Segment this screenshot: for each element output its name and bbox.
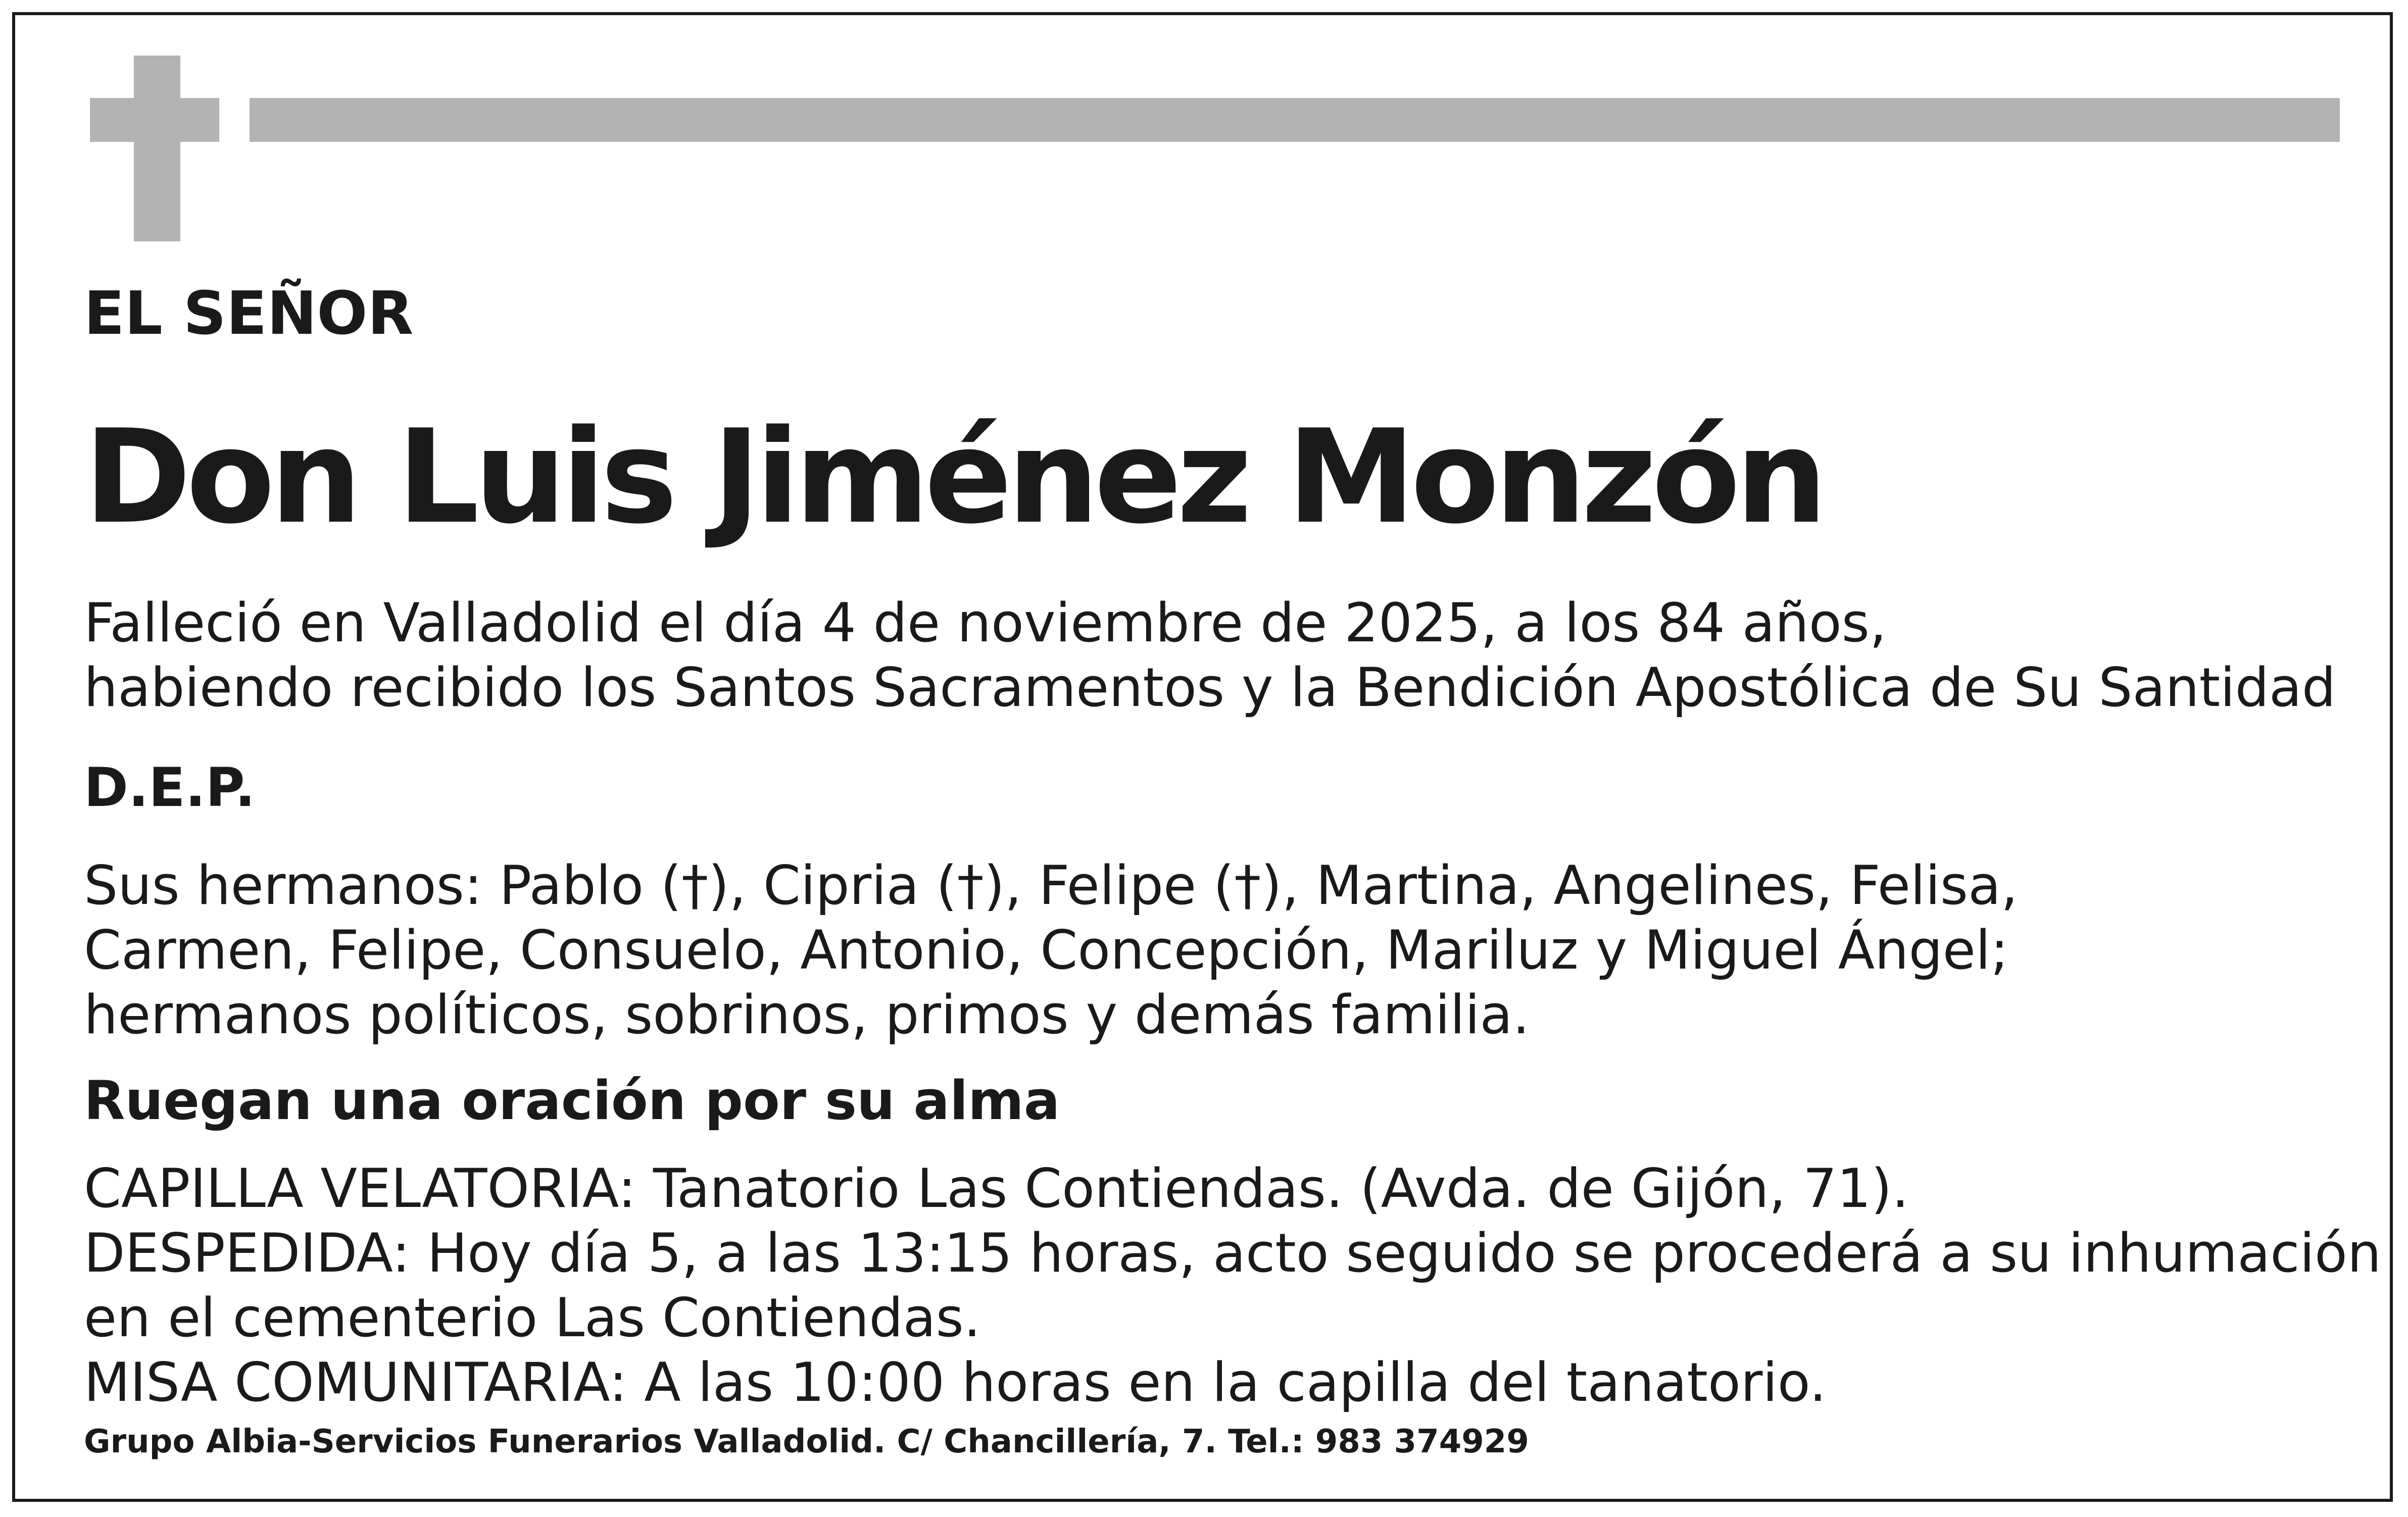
- prayer-request: Ruegan una oración por su alma: [84, 1070, 1060, 1132]
- dep-heading: D.E.P.: [84, 756, 256, 819]
- service-details: [84, 1156, 2381, 1415]
- honorific: EL SEÑOR: [84, 278, 414, 348]
- death-line: Falleció en Valladolid el día 4 de noviembre de 2025, a los 84 años,: [84, 592, 1887, 654]
- service-line: en el cementerio Las Contiendas.: [84, 1287, 981, 1349]
- service-line: DESPEDIDA: Hoy día 5, a las 13:15 horas, acto seguido se procederá a su inhumación: [84, 1222, 2382, 1284]
- funeral-home-footer: Grupo Albia-Servicios Funerarios Valladolid. C/ Chancillería, 7. Tel.: 983 374929: [84, 1423, 1529, 1460]
- cross-vertical-beam: [134, 56, 180, 241]
- header-divider-bar: [250, 98, 2340, 142]
- cross-horizontal-beam: [90, 98, 219, 142]
- family-line: Carmen, Felipe, Consuelo, Antonio, Concepción, Mariluz y Miguel Ángel;: [84, 919, 2009, 981]
- family-list: [84, 853, 2018, 1047]
- death-line: habiendo recibido los Santos Sacramentos y la Bendición Apostólica de Su Santidad: [84, 656, 2336, 719]
- service-line: CAPILLA VELATORIA: Tanatorio Las Contiendas. (Avda. de Gijón, 71).: [84, 1157, 1909, 1220]
- family-line: hermanos políticos, sobrinos, primos y demás familia.: [84, 984, 1530, 1046]
- service-line: MISA COMUNITARIA: A las 10:00 horas en la capilla del tanatorio.: [84, 1351, 1827, 1413]
- family-line: Sus hermanos: Pablo (†), Cipria (†), Felipe (†), Martina, Angelines, Felisa,: [84, 854, 2018, 917]
- death-announcement: [84, 591, 2336, 720]
- deceased-name: Don Luis Jiménez Monzón: [84, 402, 1823, 552]
